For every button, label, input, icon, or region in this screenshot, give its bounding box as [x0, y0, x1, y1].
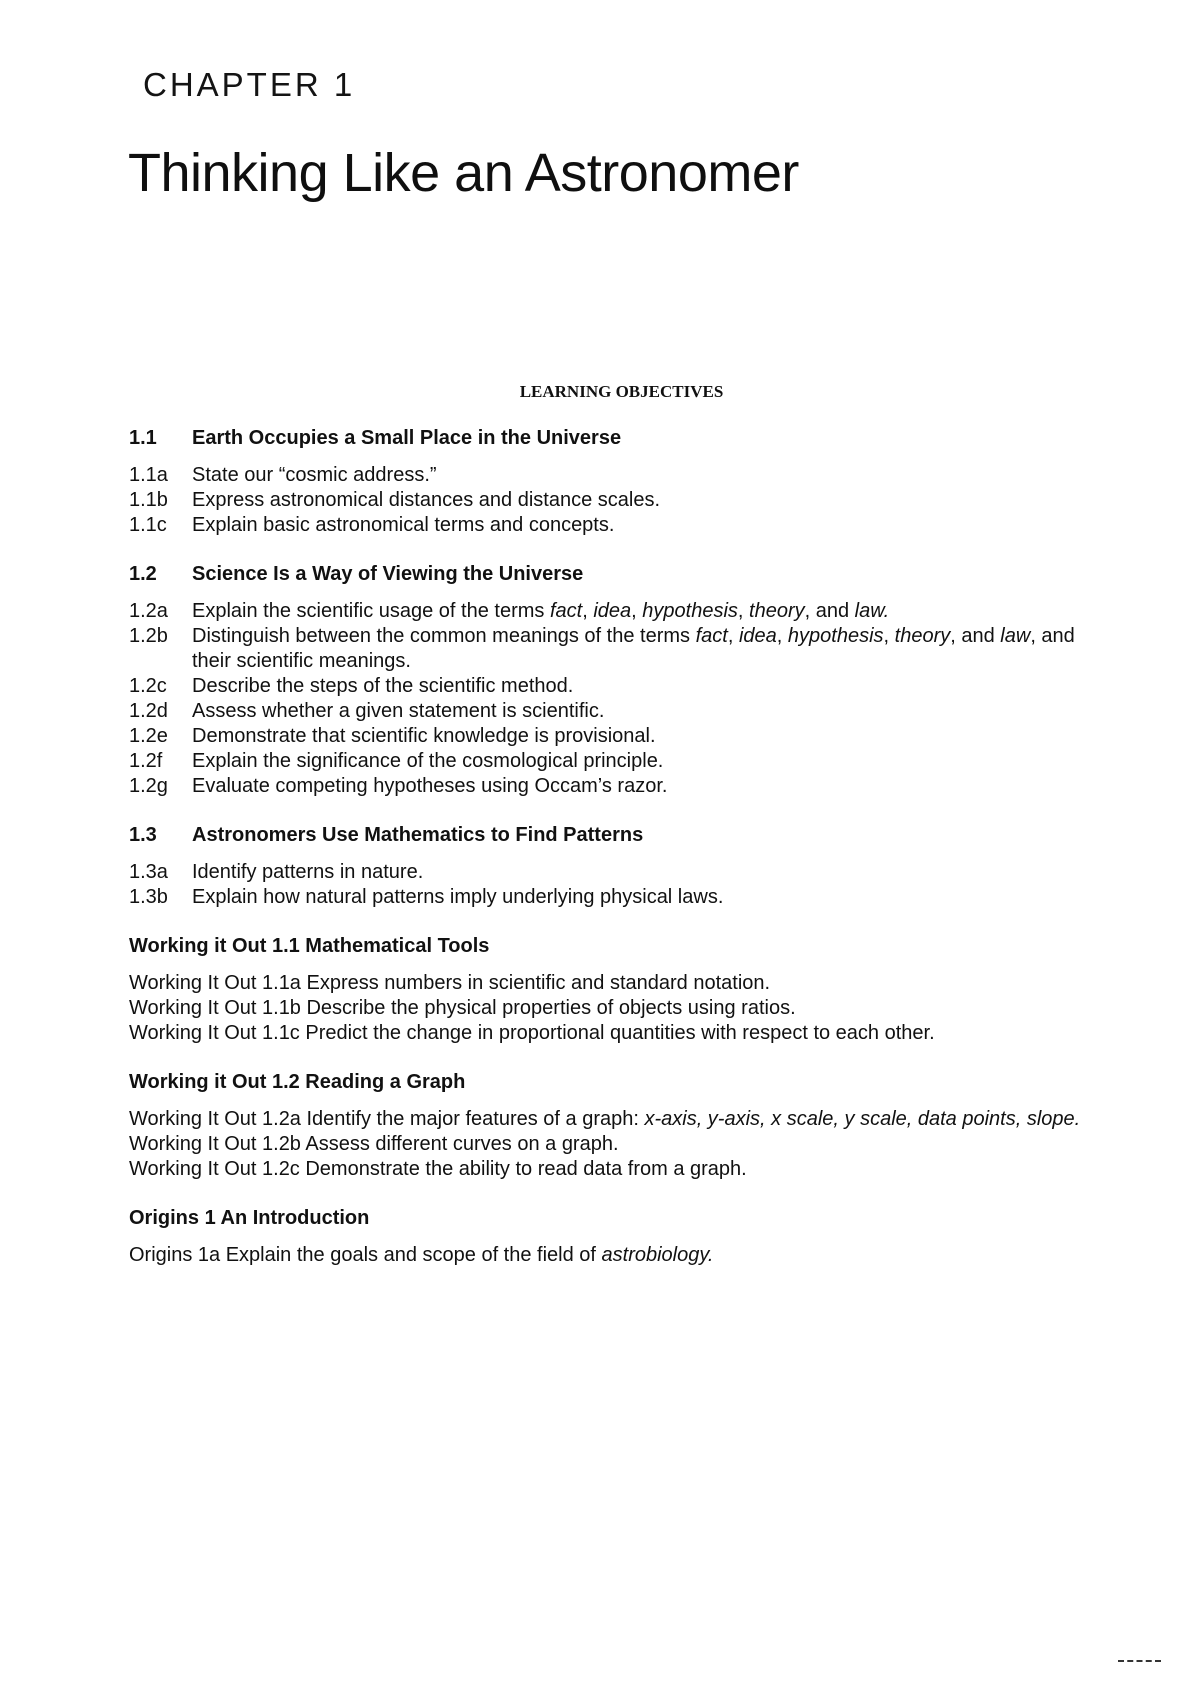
- chapter-label: CHAPTER 1: [143, 66, 356, 103]
- objective-item: [129, 624, 1109, 674]
- working-it-out-1-1-list: [129, 971, 1109, 1046]
- objective-item: [129, 599, 1109, 624]
- objective-text: Evaluate competing hypotheses using Occam’s razor.: [192, 775, 668, 797]
- objective-item: [129, 885, 1109, 910]
- section-number: 1.3: [129, 824, 157, 846]
- objective-item: [129, 860, 1109, 885]
- objective-text: Explain the scientific usage of the terms fact, idea, hypothesis, theory, and law.: [192, 600, 890, 622]
- objective-number: 1.1c: [129, 514, 167, 536]
- section-heading-1-1: [129, 426, 1109, 451]
- objective-item: [129, 699, 1109, 724]
- working-it-out-item: Working It Out 1.1a Express numbers in scientific and standard notation.: [129, 972, 771, 994]
- working-it-out-item: Working It Out 1.1b Describe the physical properties of objects using ratios.: [129, 997, 796, 1019]
- objective-text: State our “cosmic address.”: [192, 464, 437, 486]
- working-it-out-item: Working It Out 1.2b Assess different curves on a graph.: [129, 1133, 619, 1155]
- objective-item: [129, 463, 1109, 488]
- origins-heading: Origins 1 An Introduction: [129, 1207, 370, 1229]
- origins-item: Origins 1a Explain the goals and scope of the field of astrobiology.: [129, 1244, 714, 1266]
- objective-number: 1.2a: [129, 600, 168, 622]
- section-title: Science Is a Way of Viewing the Universe: [192, 563, 584, 585]
- objective-text: Explain how natural patterns imply underlying physical laws.: [192, 886, 724, 908]
- section-title: Astronomers Use Mathematics to Find Patterns: [192, 824, 644, 846]
- section-number: 1.1: [129, 427, 157, 449]
- objective-number: 1.1b: [129, 489, 168, 511]
- objective-text: Express astronomical distances and distance scales.: [192, 489, 661, 511]
- objective-text: Explain basic astronomical terms and concepts.: [192, 514, 615, 536]
- objective-number: 1.1a: [129, 464, 168, 486]
- objective-number: 1.3b: [129, 886, 168, 908]
- objective-item: [129, 774, 1109, 799]
- objectives-content: [129, 426, 1109, 1292]
- working-it-out-item: Working It Out 1.2a Identify the major features of a graph: x-axis, y-axis, x scale, y scale, data points, slope.: [129, 1108, 1081, 1130]
- working-it-out-1-2-heading: Working it Out 1.2 Reading a Graph: [129, 1071, 466, 1093]
- objective-item: [129, 488, 1109, 513]
- section-title: Earth Occupies a Small Place in the Universe: [192, 427, 622, 449]
- objective-number: 1.2c: [129, 675, 167, 697]
- objective-text: Explain the significance of the cosmological principle.: [192, 750, 664, 772]
- objective-text: Demonstrate that scientific knowledge is provisional.: [192, 725, 656, 747]
- working-it-out-1-1-heading: Working it Out 1.1 Mathematical Tools: [129, 935, 490, 957]
- objective-text: Identify patterns in nature.: [192, 861, 424, 883]
- section-number: 1.2: [129, 563, 157, 585]
- page-footer-mark: [1118, 1660, 1161, 1664]
- section-heading-1-3: [129, 823, 1109, 848]
- chapter-title: Thinking Like an Astronomer: [128, 143, 799, 203]
- objective-item: [129, 674, 1109, 699]
- objective-item: [129, 749, 1109, 774]
- working-it-out-1-2-list: [129, 1107, 1109, 1182]
- objective-number: 1.2g: [129, 775, 168, 797]
- objective-number: 1.2b: [129, 625, 168, 647]
- objective-number: 1.3a: [129, 861, 168, 883]
- objective-list-1-2: [129, 599, 1109, 799]
- working-it-out-item: Working It Out 1.1c Predict the change in proportional quantities with respect to each other.: [129, 1022, 935, 1044]
- objective-number: 1.2e: [129, 725, 168, 747]
- objective-list-1-3: [129, 860, 1109, 910]
- section-heading-1-2: [129, 562, 1109, 587]
- objective-item: [129, 724, 1109, 749]
- learning-objectives-heading: LEARNING OBJECTIVES: [519, 382, 724, 401]
- working-it-out-item: Working It Out 1.2c Demonstrate the ability to read data from a graph.: [129, 1158, 747, 1180]
- objective-text: Assess whether a given statement is scientific.: [192, 700, 605, 722]
- objective-number: 1.2f: [129, 750, 163, 772]
- objective-list-1-1: [129, 463, 1109, 538]
- objective-item: [129, 513, 1109, 538]
- objective-number: 1.2d: [129, 700, 168, 722]
- objective-text: Distinguish between the common meanings of the terms fact, idea, hypothesis, theory, and law, and their scientific meanings.: [192, 625, 1075, 672]
- origins-list: [129, 1243, 1109, 1268]
- objective-text: Describe the steps of the scientific method.: [192, 675, 574, 697]
